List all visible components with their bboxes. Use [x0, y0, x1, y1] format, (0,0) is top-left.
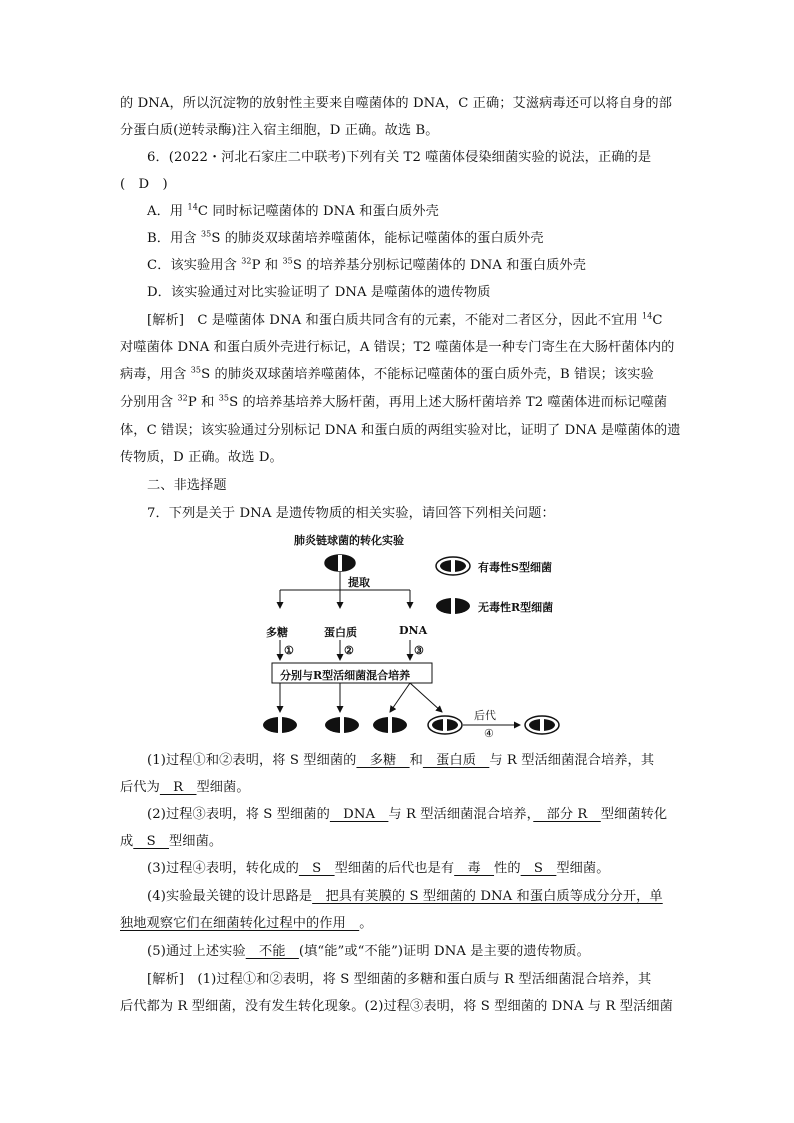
- q6-explanation-5: 体，C 错误；该实验通过分别标记 DNA 和蛋白质的两组实验对比，证明了 DNA 是噬菌体的遗: [120, 423, 681, 438]
- section-heading: 二、非选择题: [147, 478, 227, 493]
- label-step-2: ②: [344, 644, 354, 657]
- r-bacterium-1: [263, 717, 297, 733]
- diagram-title: 肺炎链球菌的转化实验: [294, 534, 404, 547]
- s-bacterium-source: [325, 555, 355, 571]
- label-protein: 蛋白质: [324, 626, 357, 639]
- q7-part-4-cont: 独地观察它们在细菌转化过程中的作用 。: [120, 916, 373, 931]
- q6-explanation-6: 传物质，D 正确。故选 D。: [120, 450, 283, 465]
- label-step-3: ③: [414, 644, 424, 657]
- prev-text-line-1: 的 DNA，所以沉淀物的放射性主要来自噬菌体的 DNA，C 正确；艾滋病毒还可以将自身的部: [120, 96, 672, 111]
- q7-explanation-2: 后代都为 R 型细菌，没有发生转化现象。(2)过程③表明，将 S 型细菌的 DNA 与 R 型活细菌: [120, 999, 673, 1014]
- label-dna: DNA: [399, 624, 428, 637]
- s-bacterium-offspring: [525, 716, 559, 734]
- q6-option-b: B．用含 $^{35}$S 的肺炎双球菌培养噬菌体，能标记噬菌体的蛋白质外壳: [147, 229, 544, 246]
- q6-answer: ( D ): [120, 177, 168, 192]
- legend-icons: [435, 556, 475, 616]
- q7-part-4: (4)实验最关键的设计思路是 把具有荚膜的 S 型细菌的 DNA 和蛋白质等成分分开，单: [147, 889, 663, 904]
- legend-r-label: 无毒性R型细菌: [478, 601, 554, 614]
- q7-part-1: (1)过程①和②表明，将 S 型细菌的 多糖 和 蛋白质 与 R 型活细菌混合培养，其: [147, 753, 655, 768]
- q6-explanation-2: 对噬菌体 DNA 和蛋白质外壳进行标记，A 错误；T2 噬菌体是一种专门寄生在大肠杆菌体内的: [120, 340, 675, 355]
- legend-s-label: 有毒性S型细菌: [478, 561, 552, 574]
- label-extract: 提取: [348, 576, 370, 589]
- label-mix-culture: 分别与R型活细菌混合培养: [280, 669, 411, 682]
- q6-option-d: D．该实验通过对比实验证明了 DNA 是噬菌体的遗传物质: [147, 285, 491, 300]
- label-step-1: ①: [284, 644, 294, 657]
- label-polysaccharide: 多糖: [266, 626, 288, 639]
- q7-explanation-1: [解析] (1)过程①和②表明，将 S 型细菌的多糖和蛋白质与 R 型活细菌混合培养，其: [147, 972, 652, 987]
- prev-text-line-2: 分蛋白质(逆转录酶)注入宿主细胞，D 正确。故选 B。: [120, 123, 439, 138]
- q7-part-5: (5)通过上述实验 不能 (填“能”或“不能”)证明 DNA 是主要的遗传物质。: [147, 944, 590, 959]
- q6-explanation-1: [解析] C 是噬菌体 DNA 和蛋白质共同含有的元素，不能对二者区分，因此不宜用 $^{14}$C: [147, 311, 663, 328]
- q7-part-2-cont: 成 S 型细菌。: [120, 834, 223, 849]
- q7-part-2: (2)过程③表明，将 S 型细菌的 DNA 与 R 型活细菌混合培养， 部分 R 型细菌转化: [147, 807, 668, 822]
- q6-explanation-4: 分别用含 $^{32}$P 和 $^{35}$S 的培养基培养大肠杆菌，再用上述大肠杆菌培养 T2 噬菌体进而标记噬菌: [120, 393, 668, 410]
- s-bacterium-transformed: [428, 716, 462, 734]
- q6-option-c: C．该实验用含 $^{32}$P 和 $^{35}$S 的培养基分别标记噬菌体的 DNA 和蛋白质外壳: [147, 256, 586, 273]
- label-offspring: 后代: [474, 709, 496, 722]
- q6-explanation-3: 病毒，用含 $^{35}$S 的肺炎双球菌培养噬菌体，不能标记噬菌体的蛋白质外壳，B 错误；该实验: [120, 365, 654, 382]
- q6-option-a: A．用 $^{14}$C 同时标记噬菌体的 DNA 和蛋白质外壳: [147, 202, 439, 219]
- q6-stem: 6．(2022・河北石家庄二中联考)下列有关 T2 噬菌体侵染细菌实验的说法，正确的是: [147, 150, 652, 165]
- q7-part-1-cont: 后代为 R 型细菌。: [120, 780, 250, 795]
- q7-stem: 7．下列是关于 DNA 是遗传物质的相关实验，请回答下列相关问题：: [147, 506, 555, 521]
- legend-s-icon: [436, 557, 470, 575]
- r-bacterium-2: [325, 717, 359, 733]
- r-bacterium-3: [373, 717, 407, 733]
- legend-r-icon: [436, 598, 470, 614]
- q7-part-3: (3)过程④表明，转化成的 S 型细菌的后代也是有 毒 性的 S 型细菌。: [147, 861, 610, 876]
- label-step-4: ④: [484, 727, 494, 740]
